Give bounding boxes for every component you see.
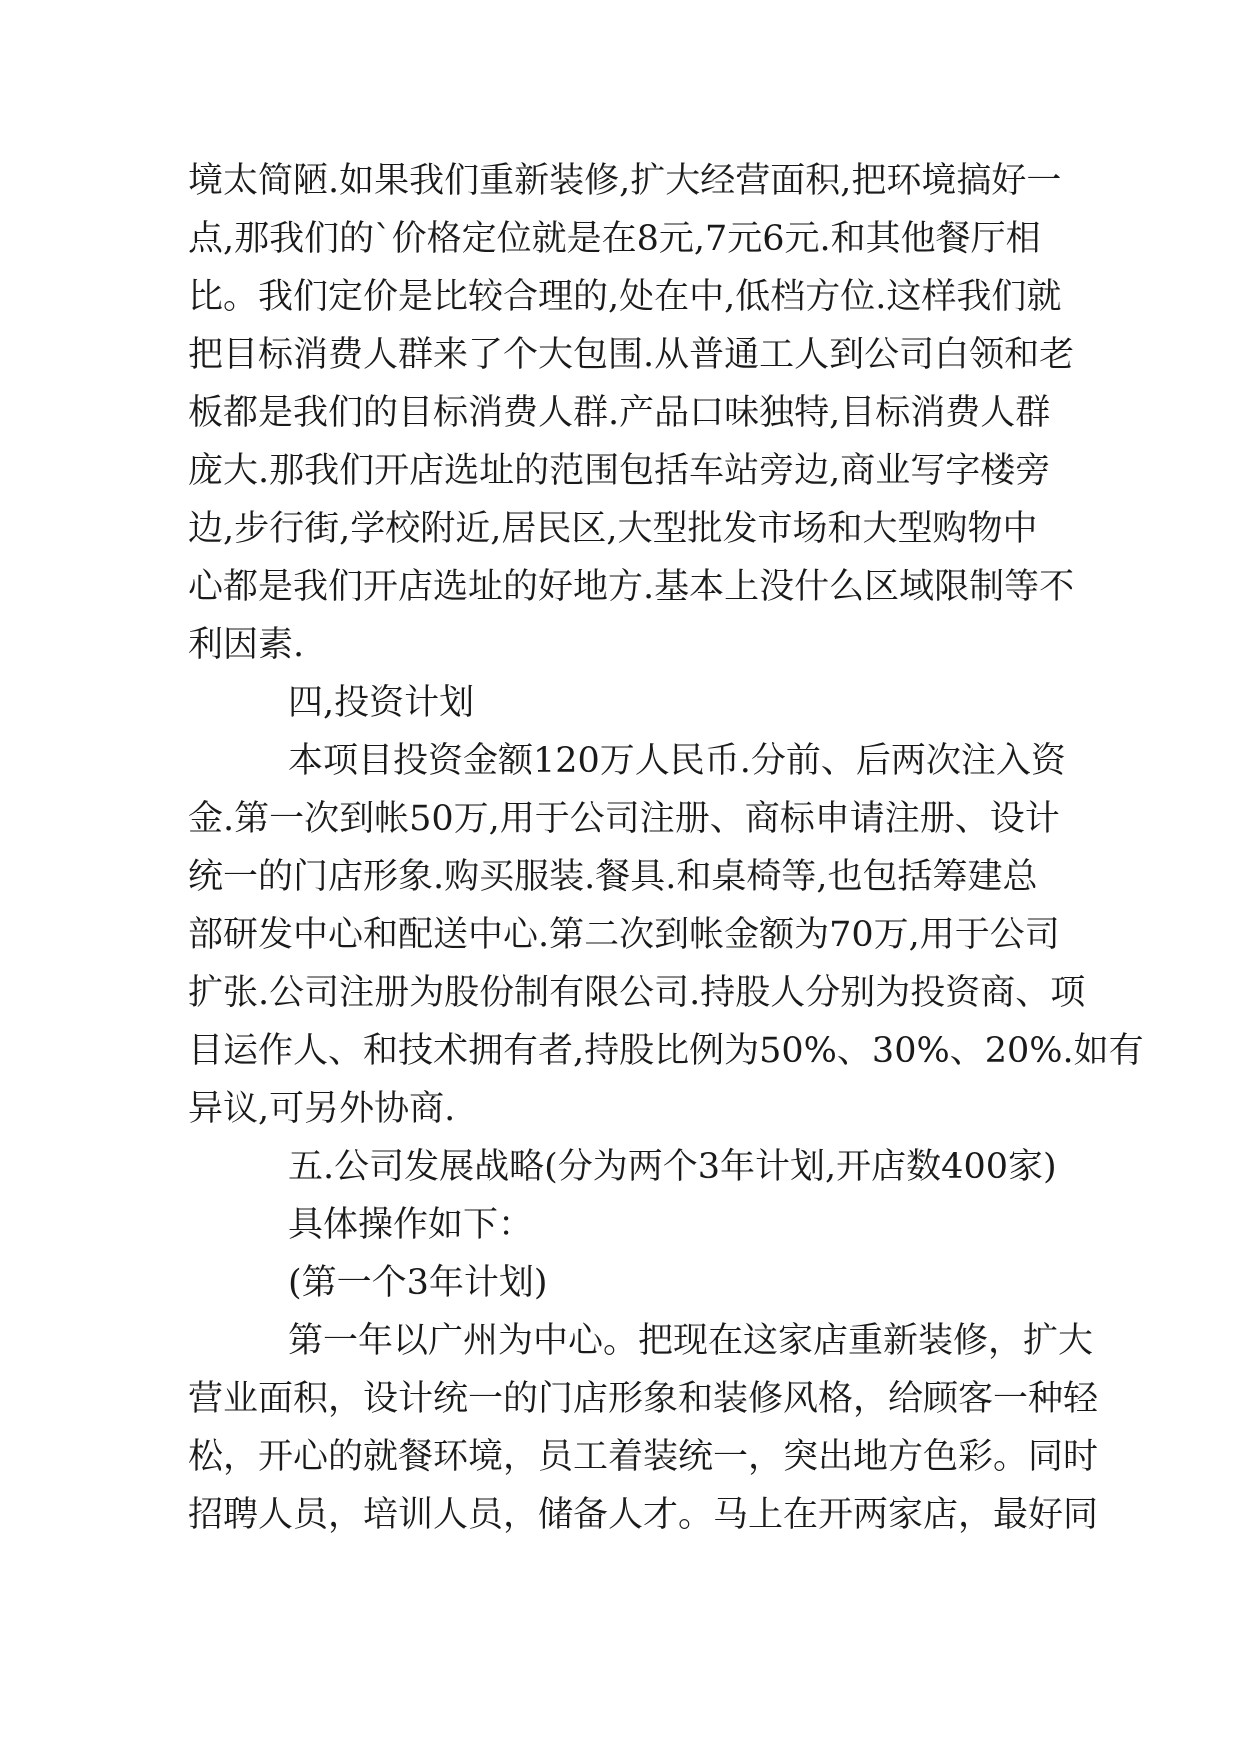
text-line: 心都是我们开店选址的好地方.基本上没什么区域限制等不 xyxy=(188,567,1075,607)
text-line: 把目标消费人群来了个大包围.从普通工人到公司白领和老 xyxy=(188,335,1075,375)
text-line: 比。我们定价是比较合理的,处在中,低档方位.这样我们就 xyxy=(188,277,1062,317)
text-line: 营业面积，设计统一的门店形象和装修风格，给顾客一种轻 xyxy=(188,1379,1099,1419)
section-heading: 四,投资计划 xyxy=(288,683,475,723)
section-heading: 五.公司发展战略(分为两个3年计划,开店数400家) xyxy=(288,1147,1057,1187)
text-line: 扩张.公司注册为股份制有限公司.持股人分别为投资商、项 xyxy=(188,973,1086,1013)
text-line: 目运作人、和技术拥有者,持股比例为50%、30%、20%.如有 xyxy=(188,1031,1144,1071)
text-line: 庞大.那我们开店选址的范围包括车站旁边,商业写字楼旁 xyxy=(188,451,1051,491)
text-line: 边,步行街,学校附近,居民区,大型批发市场和大型购物中 xyxy=(188,509,1038,549)
text-line: 金.第一次到帐50万,用于公司注册、商标申请注册、设计 xyxy=(188,799,1060,839)
text-line: 松，开心的就餐环境，员工着装统一，突出地方色彩。同时 xyxy=(188,1437,1099,1477)
text-line: 境太简陋.如果我们重新装修,扩大经营面积,把环境搞好一 xyxy=(188,161,1062,201)
text-line: 异议,可另外协商. xyxy=(188,1089,456,1129)
text-line: 招聘人员，培训人员，储备人才。马上在开两家店，最好同 xyxy=(188,1495,1099,1535)
text-line: 本项目投资金额120万人民币.分前、后两次注入资 xyxy=(288,741,1066,781)
text-line: 具体操作如下： xyxy=(288,1205,534,1245)
text-line: 点,那我们的`价格定位就是在8元,7元6元.和其他餐厅相 xyxy=(188,219,1041,259)
text-line: 第一年以广州为中心。把现在这家店重新装修，扩大 xyxy=(288,1321,1094,1361)
text-line: 统一的门店形象.购买服装.餐具.和桌椅等,也包括筹建总 xyxy=(188,857,1038,897)
body-text xyxy=(188,152,1144,1544)
subsection-heading: (第一个3年计划) xyxy=(288,1263,548,1303)
text-line: 部研发中心和配送中心.第二次到帐金额为70万,用于公司 xyxy=(188,915,1060,955)
text-line: 利因素. xyxy=(188,625,305,665)
text-line: 板都是我们的目标消费人群.产品口味独特,目标消费人群 xyxy=(188,393,1051,433)
